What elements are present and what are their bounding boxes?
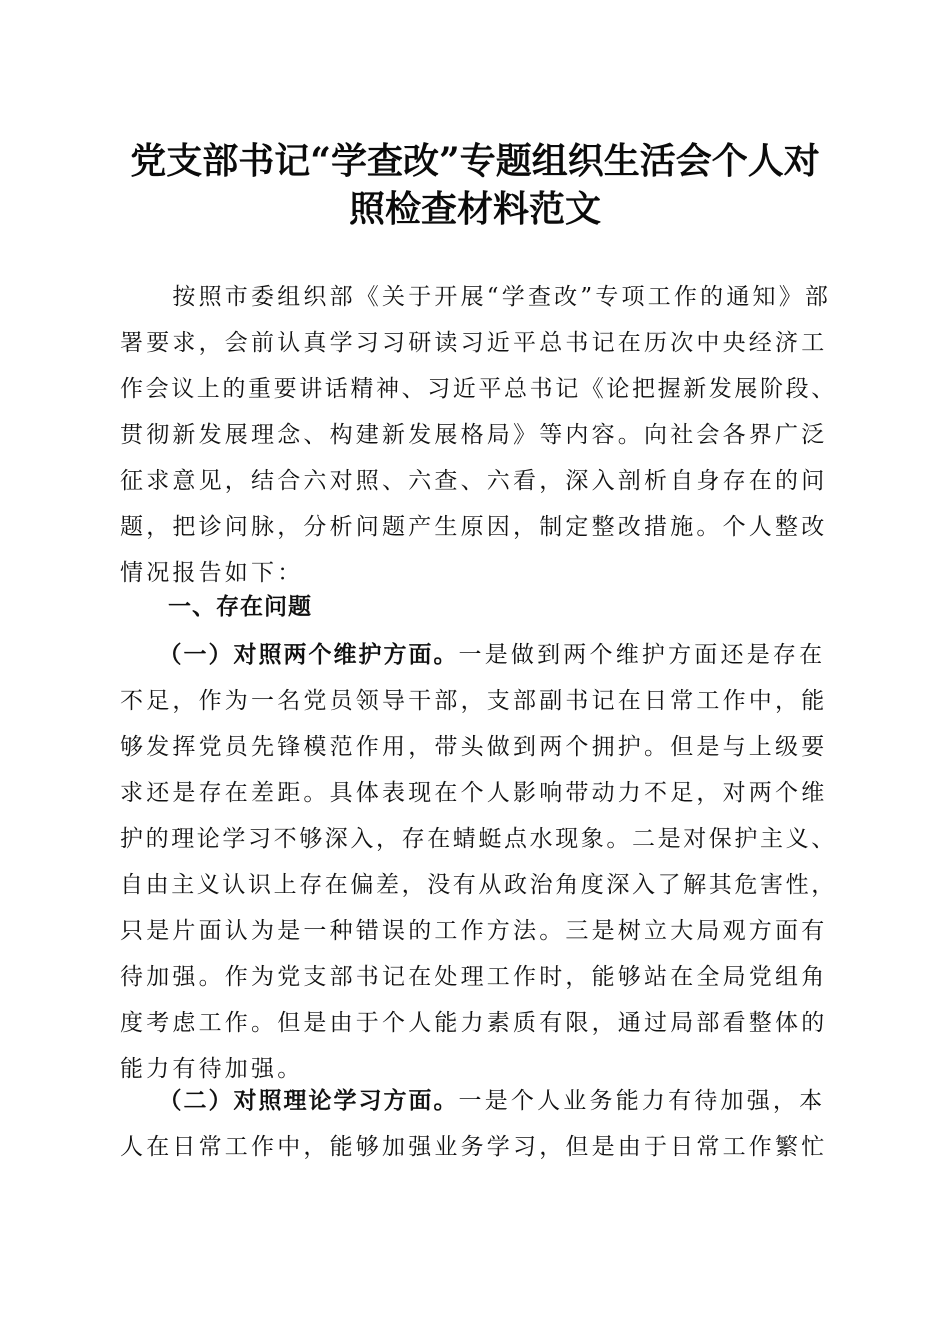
part-1-line: 度考虑工作。但是由于个人能力素质有限，通过局部看整体的 [120,1010,828,1036]
part-1-line: 待加强。作为党支部书记在处理工作时，能够站在全局党组角 [120,964,828,990]
part-1-line: 够发挥党员先锋模范作用，带头做到两个拥护。但是与上级要 [120,734,828,760]
section-heading: 一、存在问题 [120,594,312,620]
part-1-first-line-rest: 一是做到两个维护方面还是存在 [458,642,826,668]
part-2-first-line [120,1078,840,1124]
intro-line: 作会议上的重要讲话精神、习近平总书记《论把握新发展阶段、 [120,376,837,402]
part-2-paragraph [120,1078,840,1170]
section-heading-block [120,584,840,630]
intro-line: 题，把诊问脉，分析问题产生原因，制定整改措施。个人整改 [120,514,828,540]
intro-paragraph [120,274,840,596]
intro-line: 征求意见，结合六对照、六查、六看，深入剖析自身存在的问 [120,468,828,494]
intro-line: 按照市委组织部《关于开展“学查改”专项工作的通知》部 [120,284,832,310]
part-1-first-line [120,632,840,678]
document-title-line-2: 照检查材料范文 [348,188,601,230]
part-1-line: 能力有待加强。 [120,1056,304,1082]
intro-line: 贯彻新发展理念、构建新发展格局》等内容。向社会各界广泛 [120,422,828,448]
part-1-line: 自由主义认识上存在偏差，没有从政治角度深入了解其危害性， [120,872,837,898]
part-1-paragraph [120,632,840,1092]
part-1-line: 只是片面认为是一种错误的工作方法。三是树立大局观方面有 [120,918,828,944]
intro-line: 署要求，会前认真学习习研读习近平总书记在历次中央经济工 [120,330,828,356]
intro-line: 情况报告如下： [120,560,304,586]
part-2-first-line-rest: 一是个人业务能力有待加强，本 [458,1088,826,1114]
part-2-lead: （二）对照理论学习方面。 [120,1087,459,1114]
part-1-line: 护的理论学习不够深入，存在蜻蜓点水现象。二是对保护主义、 [120,826,837,852]
part-2-line: 人在日常工作中，能够加强业务学习，但是由于日常工作繁忙 [120,1134,828,1160]
document-title-line-1: 党支部书记“学查改”专题组织生活会个人对 [130,140,820,182]
part-1-line: 求还是存在差距。具体表现在个人影响带动力不足，对两个维 [120,780,828,806]
part-1-line: 不足，作为一名党员领导干部，支部副书记在日常工作中，能 [120,688,828,714]
part-1-lead: （一）对照两个维护方面。 [120,641,459,668]
